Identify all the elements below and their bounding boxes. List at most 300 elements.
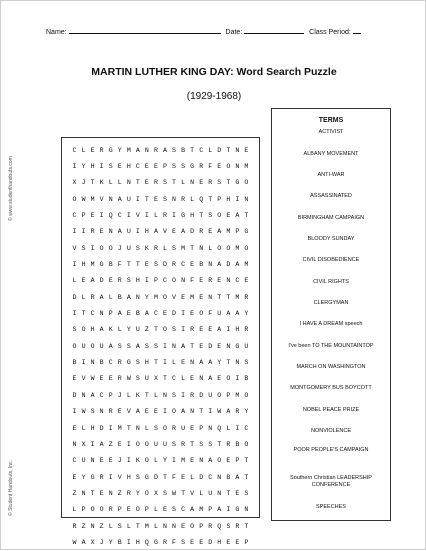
- grid-letter: T: [144, 195, 149, 203]
- grid-letter: N: [144, 146, 149, 154]
- grid-letter: L: [81, 293, 86, 301]
- grid-letter: N: [244, 195, 249, 203]
- term-item: MONTGOMERY BUS BOYCOTT: [290, 385, 372, 391]
- grid-letter: E: [153, 163, 158, 171]
- grid-letter: N: [172, 522, 177, 530]
- grid-letter: C: [99, 391, 104, 399]
- side-credit: [8, 121, 18, 551]
- grid-letter: O: [72, 195, 77, 203]
- grid-letter: N: [90, 359, 95, 367]
- grid-letter: N: [172, 342, 177, 350]
- grid-letter: E: [99, 457, 104, 465]
- grid-letter: U: [163, 440, 167, 448]
- grid-letter: E: [153, 408, 158, 416]
- grid-letter: T: [199, 212, 204, 220]
- grid-letter: K: [108, 326, 113, 334]
- grid-letter: M: [244, 261, 249, 269]
- grid-letter: J: [81, 179, 86, 187]
- grid-letter: V: [126, 408, 131, 416]
- grid-letter: A: [81, 538, 86, 546]
- grid-letter: O: [144, 489, 149, 497]
- grid-letter: N: [208, 424, 213, 432]
- grid-row: [70, 207, 251, 223]
- grid-letter: N: [235, 163, 240, 171]
- grid-letter: S: [199, 440, 204, 448]
- grid-letter: D: [190, 228, 195, 236]
- grid-letter: L: [72, 277, 77, 285]
- grid-letter: A: [99, 293, 104, 301]
- grid-letter: N: [199, 375, 204, 383]
- page-subtitle: (1929-1968): [186, 91, 242, 102]
- grid-letter: R: [153, 146, 158, 154]
- grid-letter: R: [199, 228, 204, 236]
- grid-letter: N: [235, 146, 240, 154]
- grid-letter: N: [108, 195, 113, 203]
- grid-letter: A: [117, 195, 122, 203]
- grid-letter: R: [99, 146, 104, 154]
- grid-letter: R: [208, 277, 213, 285]
- grid-letter: I: [72, 163, 77, 171]
- grid-letter: E: [108, 457, 113, 465]
- grid-letter: H: [226, 195, 231, 203]
- grid-letter: T: [226, 293, 231, 301]
- grid-letter: T: [226, 146, 231, 154]
- grid-letter: T: [90, 179, 95, 187]
- grid-letter: S: [81, 244, 86, 252]
- grid-letter: E: [199, 342, 204, 350]
- grid-letter: L: [153, 522, 158, 530]
- grid-letter: O: [163, 326, 167, 334]
- grid-letter: L: [153, 391, 158, 399]
- grid-letter: S: [163, 489, 167, 497]
- grid-letter: A: [217, 326, 222, 334]
- grid-letter: N: [217, 473, 222, 481]
- grid-letter: N: [108, 228, 113, 236]
- grid-letter: R: [244, 326, 249, 334]
- grid-letter: I: [72, 261, 77, 269]
- side-credit-top: © www.studenthandouts.com: [8, 156, 14, 221]
- grid-letter: Q: [199, 195, 204, 203]
- grid-letter: M: [235, 293, 240, 301]
- grid-letter: A: [217, 261, 222, 269]
- grid-letter: M: [244, 163, 249, 171]
- grid-letter: I: [163, 408, 167, 416]
- term-item: ACTIVIST: [318, 129, 344, 135]
- grid-letter: L: [153, 457, 158, 465]
- grid-letter: S: [135, 244, 140, 252]
- grid-letter: E: [190, 261, 195, 269]
- grid-letter: T: [190, 146, 195, 154]
- grid-letter: F: [208, 163, 213, 171]
- grid-letter: I: [235, 195, 240, 203]
- grid-letter: S: [144, 342, 149, 350]
- grid-letter: O: [144, 457, 149, 465]
- date-label: Date:: [225, 29, 243, 36]
- grid-letter: L: [208, 146, 213, 154]
- grid-letter: R: [108, 408, 113, 416]
- grid-letter: L: [190, 195, 195, 203]
- grid-letter: H: [217, 538, 222, 546]
- grid-letter: E: [181, 293, 186, 301]
- grid-letter: G: [235, 179, 240, 187]
- grid-letter: J: [117, 244, 122, 252]
- grid-letter: V: [190, 489, 195, 497]
- grid-letter: T: [244, 457, 249, 465]
- grid-letter: A: [181, 342, 186, 350]
- grid-letter: O: [244, 440, 249, 448]
- grid-letter: R: [117, 359, 122, 367]
- grid-letter: N: [226, 277, 231, 285]
- grid-letter: T: [126, 261, 131, 269]
- grid-letter: S: [163, 195, 167, 203]
- grid-letter: D: [172, 310, 177, 318]
- grid-letter: C: [90, 310, 95, 318]
- grid-letter: E: [226, 538, 231, 546]
- grid-row: [70, 305, 251, 321]
- grid-letter: W: [126, 375, 131, 383]
- grid-letter: L: [81, 146, 86, 154]
- grid-letter: W: [217, 408, 222, 416]
- grid-letter: H: [90, 163, 95, 171]
- grid-letter: A: [199, 359, 204, 367]
- grid-row: [70, 485, 251, 501]
- term-item: POOR PEOPLE'S CAMPAIGN: [293, 447, 369, 453]
- grid-letter: E: [90, 146, 95, 154]
- terms-box: [271, 108, 391, 521]
- grid-letter: D: [163, 261, 167, 269]
- grid-letter: T: [90, 489, 95, 497]
- grid-letter: O: [72, 342, 77, 350]
- grid-letter: L: [108, 522, 113, 530]
- grid-letter: T: [135, 261, 140, 269]
- grid-letter: C: [108, 359, 113, 367]
- grid-letter: I: [72, 408, 77, 416]
- word-search-grid: [61, 137, 260, 546]
- grid-letter: O: [144, 440, 149, 448]
- grid-letter: A: [163, 146, 167, 154]
- grid-letter: E: [190, 375, 195, 383]
- grid-letter: P: [235, 457, 240, 465]
- grid-letter: J: [99, 538, 104, 546]
- grid-letter: D: [199, 391, 204, 399]
- grid-row: [70, 534, 251, 550]
- grid-letter: Z: [81, 522, 86, 530]
- grid-letter: N: [99, 408, 104, 416]
- grid-letter: S: [153, 261, 158, 269]
- grid-letter: M: [190, 293, 195, 301]
- grid-letter: Z: [108, 440, 113, 448]
- grid-letter: L: [126, 522, 131, 530]
- grid-letter: U: [144, 375, 149, 383]
- grid-letter: E: [190, 538, 195, 546]
- grid-letter: G: [244, 228, 249, 236]
- grid-letter: R: [235, 522, 240, 530]
- grid-letter: E: [217, 342, 222, 350]
- term-item: I've been TO THE MOUNTAINTOP: [288, 343, 374, 349]
- grid-letter: E: [208, 326, 213, 334]
- grid-letter: R: [190, 326, 195, 334]
- grid-letter: A: [208, 359, 213, 367]
- grid-letter: C: [117, 212, 122, 220]
- grid-letter: W: [172, 489, 177, 497]
- grid-letter: Q: [217, 522, 222, 530]
- grid-letter: W: [81, 408, 86, 416]
- grid-letter: Q: [217, 424, 222, 432]
- grid-letter: X: [81, 440, 86, 448]
- grid-letter: S: [126, 277, 131, 285]
- grid-letter: A: [117, 310, 122, 318]
- grid-letter: U: [208, 391, 213, 399]
- grid-letter: E: [190, 310, 195, 318]
- grid-letter: R: [208, 522, 213, 530]
- grid-letter: A: [153, 228, 158, 236]
- grid-letter: R: [208, 179, 213, 187]
- grid-letter: R: [172, 261, 177, 269]
- grid-letter: H: [135, 277, 140, 285]
- grid-row: [70, 453, 251, 469]
- grid-letter: N: [72, 440, 77, 448]
- grid-letter: T: [153, 359, 158, 367]
- grid-letter: A: [181, 228, 186, 236]
- grid-letter: B: [72, 359, 77, 367]
- grid-letter: I: [208, 408, 213, 416]
- grid-letter: E: [217, 375, 222, 383]
- grid-letter: L: [153, 506, 158, 514]
- grid-letter: O: [244, 179, 249, 187]
- grid-letter: W: [90, 375, 95, 383]
- grid-letter: H: [190, 212, 195, 220]
- grid-letter: E: [190, 457, 195, 465]
- grid-letter: B: [99, 359, 104, 367]
- grid-letter: B: [226, 473, 231, 481]
- grid-letter: I: [108, 473, 113, 481]
- grid-letter: G: [153, 538, 158, 546]
- grid-letter: S: [172, 506, 177, 514]
- grid-letter: Y: [126, 326, 131, 334]
- grid-letter: A: [135, 408, 140, 416]
- grid-letter: U: [126, 228, 131, 236]
- grid-letter: G: [108, 146, 113, 154]
- term-item: CLERGYMAN: [313, 300, 349, 306]
- grid-letter: A: [135, 342, 140, 350]
- grid-letter: O: [108, 244, 113, 252]
- grid-letter: G: [235, 506, 240, 514]
- grid-letter: E: [117, 408, 122, 416]
- grid-letter: L: [226, 424, 231, 432]
- grid-letter: I: [235, 424, 240, 432]
- grid-letter: R: [90, 293, 95, 301]
- letter-grid: [70, 142, 251, 551]
- grid-letter: B: [244, 375, 249, 383]
- grid-letter: Y: [244, 310, 249, 318]
- grid-letter: T: [163, 473, 167, 481]
- grid-row: [70, 224, 251, 240]
- grid-letter: L: [72, 506, 77, 514]
- grid-letter: L: [108, 293, 113, 301]
- grid-letter: O: [99, 506, 104, 514]
- grid-letter: T: [217, 293, 222, 301]
- grid-letter: S: [217, 179, 222, 187]
- grid-letter: D: [208, 538, 213, 546]
- grid-letter: T: [144, 391, 149, 399]
- grid-letter: I: [108, 424, 113, 432]
- grid-letter: L: [181, 375, 186, 383]
- grid-letter: S: [208, 440, 213, 448]
- grid-letter: E: [217, 277, 222, 285]
- grid-letter: H: [126, 163, 131, 171]
- grid-letter: T: [135, 179, 140, 187]
- grid-letter: N: [190, 359, 195, 367]
- grid-letter: I: [81, 228, 86, 236]
- grid-letter: A: [190, 506, 195, 514]
- student-info-header: [46, 27, 361, 36]
- grid-letter: L: [172, 359, 177, 367]
- grid-letter: L: [81, 424, 86, 432]
- grid-letter: T: [226, 489, 231, 497]
- grid-letter: A: [217, 506, 222, 514]
- grid-letter: M: [181, 457, 186, 465]
- grid-letter: Z: [144, 326, 149, 334]
- grid-letter: T: [244, 212, 249, 220]
- grid-letter: N: [244, 506, 249, 514]
- grid-letter: M: [226, 228, 231, 236]
- grid-row: [70, 273, 251, 289]
- grid-letter: V: [172, 293, 177, 301]
- grid-letter: T: [226, 179, 231, 187]
- grid-letter: R: [244, 293, 249, 301]
- grid-letter: D: [226, 261, 231, 269]
- grid-letter: P: [81, 212, 86, 220]
- grid-letter: S: [135, 359, 140, 367]
- grid-letter: W: [81, 195, 86, 203]
- grid-letter: E: [190, 424, 195, 432]
- grid-letter: U: [81, 457, 86, 465]
- grid-letter: E: [208, 228, 213, 236]
- grid-letter: I: [126, 212, 131, 220]
- term-item: NOBEL PEACE PRIZE: [302, 407, 360, 413]
- grid-letter: T: [153, 326, 158, 334]
- term-item: ASSASSINATED: [310, 193, 352, 199]
- grid-letter: Y: [81, 163, 86, 171]
- grid-letter: Y: [117, 146, 122, 154]
- grid-letter: A: [99, 440, 104, 448]
- grid-letter: E: [172, 228, 177, 236]
- class-period-blank: [353, 27, 361, 34]
- grid-letter: G: [181, 212, 186, 220]
- date-blank: [244, 27, 304, 34]
- grid-letter: F: [172, 473, 177, 481]
- term-item: CIVIL DISOBEDIENCE: [302, 257, 360, 263]
- grid-letter: U: [135, 326, 140, 334]
- grid-letter: G: [126, 359, 131, 367]
- grid-letter: O: [226, 163, 231, 171]
- grid-letter: R: [90, 228, 95, 236]
- grid-letter: S: [108, 163, 113, 171]
- grid-letter: P: [199, 522, 204, 530]
- grid-letter: N: [199, 457, 204, 465]
- grid-letter: H: [90, 424, 95, 432]
- grid-letter: D: [72, 391, 77, 399]
- grid-letter: N: [81, 391, 86, 399]
- grid-letter: S: [153, 424, 158, 432]
- grid-letter: E: [144, 163, 149, 171]
- grid-letter: I: [135, 195, 140, 203]
- grid-letter: H: [81, 261, 86, 269]
- grid-letter: E: [81, 277, 86, 285]
- grid-letter: I: [90, 440, 95, 448]
- grid-letter: T: [81, 310, 86, 318]
- grid-letter: F: [117, 261, 122, 269]
- grid-letter: X: [153, 489, 158, 497]
- grid-letter: R: [108, 506, 113, 514]
- grid-letter: H: [144, 228, 149, 236]
- grid-letter: N: [226, 342, 231, 350]
- grid-letter: I: [72, 228, 77, 236]
- grid-letter: H: [135, 538, 140, 546]
- grid-letter: I: [172, 212, 177, 220]
- grid-letter: S: [135, 375, 140, 383]
- grid-letter: N: [217, 489, 222, 497]
- grid-letter: B: [199, 261, 204, 269]
- grid-letter: S: [172, 440, 177, 448]
- grid-letter: T: [190, 342, 195, 350]
- grid-letter: M: [126, 146, 131, 154]
- grid-letter: A: [181, 408, 186, 416]
- grid-letter: R: [72, 522, 77, 530]
- grid-letter: T: [208, 195, 213, 203]
- term-item: ALBANY MOVEMENT: [303, 151, 359, 157]
- grid-letter: S: [172, 244, 177, 252]
- grid-letter: E: [108, 375, 113, 383]
- page-title: MARTIN LUTHER KING DAY: Word Search Puzzle: [91, 66, 337, 78]
- grid-letter: M: [235, 244, 240, 252]
- grid-letter: R: [163, 538, 167, 546]
- grid-letter: C: [72, 146, 77, 154]
- grid-letter: L: [163, 244, 167, 252]
- grid-letter: S: [90, 408, 95, 416]
- grid-letter: J: [117, 391, 122, 399]
- grid-letter: Y: [217, 359, 222, 367]
- grid-letter: P: [108, 391, 113, 399]
- term-item: CIVIL RIGHTS: [313, 279, 349, 285]
- grid-letter: E: [144, 408, 149, 416]
- grid-letter: K: [135, 457, 140, 465]
- grid-letter: N: [81, 489, 86, 497]
- grid-letter: U: [126, 244, 131, 252]
- grid-letter: T: [172, 179, 177, 187]
- grid-letter: Y: [81, 473, 86, 481]
- grid-letter: L: [181, 179, 186, 187]
- grid-letter: T: [217, 440, 222, 448]
- grid-letter: A: [90, 277, 95, 285]
- grid-letter: F: [172, 538, 177, 546]
- grid-letter: Y: [135, 489, 140, 497]
- grid-letter: T: [190, 244, 195, 252]
- grid-letter: F: [190, 277, 195, 285]
- grid-letter: L: [153, 212, 158, 220]
- grid-letter: I: [126, 538, 131, 546]
- grid-letter: V: [135, 212, 140, 220]
- grid-letter: N: [181, 277, 186, 285]
- grid-letter: P: [208, 506, 213, 514]
- grid-letter: B: [135, 310, 140, 318]
- grid-letter: E: [235, 538, 240, 546]
- grid-letter: E: [117, 163, 122, 171]
- grid-row: [70, 404, 251, 420]
- grid-letter: N: [108, 489, 113, 497]
- grid-letter: L: [144, 424, 149, 432]
- grid-letter: R: [126, 489, 131, 497]
